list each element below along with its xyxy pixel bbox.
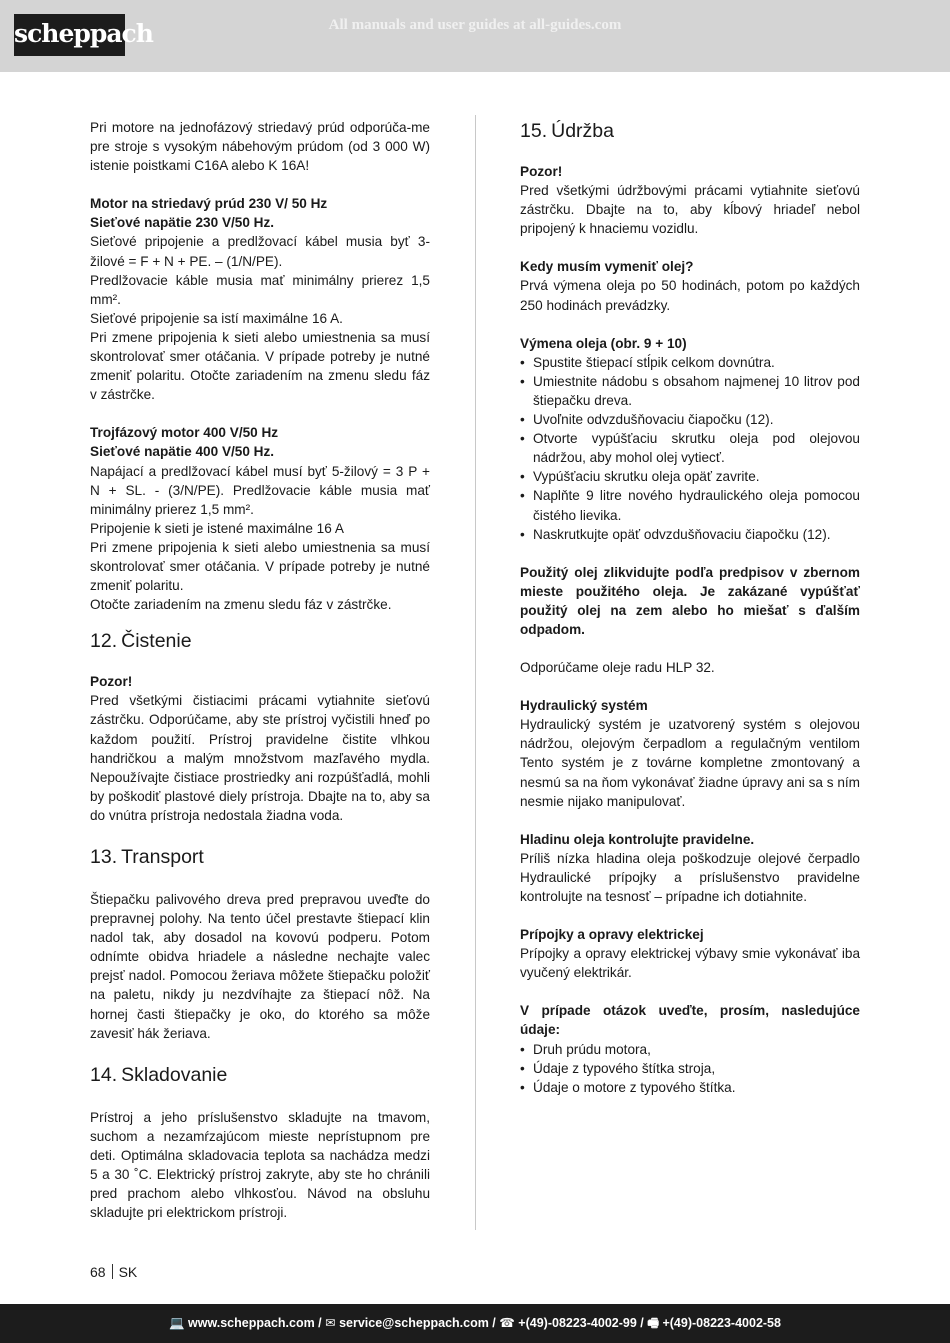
oil-level-body: Príliš nízka hladina oleja poškodzuje olejové čerpadlo Hydraulické prípojky a príslušenstvo pravidelne kontrolujte na tesnosť – prípadne ich dotiahnite. xyxy=(520,850,860,904)
page-footer: 💻 www.scheppach.com / ✉ service@scheppach.com / ☎ +(49)-08223-4002-99 / 🖷 +(49)-08223-4002-58 xyxy=(0,1304,950,1343)
oil-level-title: Hladinu oleja kontrolujte pravidelne. xyxy=(520,831,755,847)
section-14-body: Prístroj a jeho príslušenstvo skladujte na tmavom, suchom a nezamŕzajúcom mieste neprístupnom pre deti. Optimálna skladovacia teplota sa nachádza medzi 5 a 30 ˚C. Elektrický prístroj zakryte, aby ste ho chránili pred prachom alebo vlhkosťou. Návod na obsluhu skladujte pri elektrickom prístroji. xyxy=(90,1109,430,1221)
scheppach-logo: scheppach xyxy=(14,14,125,56)
section-13-body: Štiepačku palivového dreva pred prepravou uveďte do prepravnej polohy. Na tento účel prestavte štiepací klin nadol tak, aby dosadol na kovovú podperu. Potom odnímte obidva hriadele a následne nechajte valec prejsť nadol. Pomocou žeriava môžete štiepačku položiť na paletu, nikdy ju nezdvíhajte za štiepací nôž. Na hornej časti štiepačky je oko, do ktorého sa môže zavesiť hák žeriava. xyxy=(90,892,430,1041)
list-item: • Umiestnite nádobu s obsahom najmenej 10 litrov pod štiepačku dreva. xyxy=(520,372,860,410)
three-phase-voltage-title: Sieťové napätie 400 V/50 Hz. xyxy=(90,444,275,460)
questions-title: V prípade otázok uveďte, prosím, nasledujúce údaje: xyxy=(520,1003,860,1038)
list-item: • Naplňte 9 litre nového hydraulického oleja pomocou čistého lievika. xyxy=(520,486,860,524)
section-14-heading: 14. Skladovanie xyxy=(90,1063,228,1086)
electrical-title: Prípojky a opravy elektrickej xyxy=(520,927,704,943)
section-13-heading: 13. Transport xyxy=(90,846,204,868)
page-number-value: 68 xyxy=(90,1264,106,1280)
page-number-separator xyxy=(112,1264,113,1279)
section-15-heading: 15. Údržba xyxy=(520,120,614,142)
watermark: All manuals and user guides at all-guides.com xyxy=(328,17,622,33)
ac-body-3: Sieťové pripojenie sa istí maximálne 16 A. xyxy=(90,310,343,326)
left-column xyxy=(90,118,430,1241)
ac-body-4: Pri zmene pripojenia k sieti alebo umiestnenia sa musí skontrolovať smer otáčania. V prípade potreby je nutné zmeniť polaritu. Otočte zariadením na zmenu sledu fáz v zástrčke. xyxy=(90,329,430,403)
questions-list xyxy=(520,1040,860,1097)
three-phase-body-3: Pri zmene pripojenia k sieti alebo umiestnenia sa musí skontrolovať smer otáčania. V prípade potreby je nutné zmeniť polaritu. xyxy=(90,539,430,594)
section-12-caution: Pozor! xyxy=(90,674,133,690)
list-item: • Otvorte vypúšťaciu skrutku oleja pod olejovou nádržou, aby mohol olej vytiecť. xyxy=(520,429,860,467)
electrical-body: Prípojky a opravy elektrickej výbavy smie vykonávať iba vyučený elektrikár. xyxy=(520,946,860,981)
three-phase-title: Trojfázový motor 400 V/50 Hz xyxy=(90,425,279,441)
three-phase-body-2: Pripojenie k sieti je istené maximálne 16 A xyxy=(90,520,344,536)
hydraulic-body: Hydraulický systém je uzatvorený systém s olejovou nádržou, olejovým čerpadlom a regulačným ventilom Tento systém je z továrne kompletne zmontovaný a nesmú sa na ňom vykonávať žiadne úpravy ani sa s ním nesmie nijako manipulovať. xyxy=(520,717,860,809)
three-phase-body-4: Otočte zariadením na zmenu sledu fáz v zástrčke. xyxy=(90,597,392,613)
three-phase-block xyxy=(90,423,430,614)
oil-change-steps xyxy=(520,353,860,544)
oil-recommendation: Odporúčame oleje radu HLP 32. xyxy=(520,660,715,676)
ac-motor-block xyxy=(90,194,430,404)
column-divider xyxy=(475,115,476,1230)
list-item: • Údaje o motore z typového štítka. xyxy=(520,1078,860,1097)
oil-change-question: Kedy musím vymeniť olej? xyxy=(520,259,694,275)
list-item: • Druh prúdu motora, xyxy=(520,1040,860,1059)
oil-change-answer: Prvá výmena oleja po 50 hodinách, potom po každých 250 hodinách prevádzky. xyxy=(520,278,860,313)
ac-motor-title: Motor na striedavý prúd 230 V/ 50 Hz xyxy=(90,196,328,212)
three-phase-body: Napájací a predlžovací kábel musí byť 5-žilový = 3 P + N + SL. - (3/N/PE). Predlžovacie káble musia mať minimálny prierez 1,5 mm². xyxy=(90,463,430,517)
list-item: • Spustite štiepací stĺpik celkom dovnútra. xyxy=(520,353,860,372)
list-item: • Naskrutkujte opäť odvzdušňovaciu čiapočku (12). xyxy=(520,525,860,544)
section-15-caution-body: Pred všetkými údržbovými prácami vytiahnite sieťovú zástrčku. Dbajte na to, aby kĺbový hriadeľ nebol pripojený k hnaciemu vozidlu. xyxy=(520,183,860,237)
oil-disposal-warning: Použitý olej zlikvidujte podľa predpisov v zbernom mieste použitého oleja. Je zakázané vypúšťať použitý olej na zem alebo ho miešať s ďalším odpadom. xyxy=(520,564,860,637)
section-12-heading: 12. Čistenie xyxy=(90,630,192,653)
section-12-body: Pred všetkými čistiacimi prácami vytiahnite sieťovú zástrčku. Odporúčame, aby ste prístroj vyčistili hneď po každom použití. Prístroj pravidelne čistite vlhkou handričkou a malým množstvom mazľavého mydla. Nepoužívajte čistiace prostriedky ani rozpúšťadlá, mohli by poškodiť plastové diely prístroja. Dbajte na to, aby sa do vnútra prístroja nedostala žiadna voda. xyxy=(90,693,430,823)
ac-voltage-title: Sieťové napätie 230 V/50 Hz. xyxy=(90,215,275,231)
oil-change-title: Výmena oleja (obr. 9 + 10) xyxy=(520,335,687,351)
right-column xyxy=(520,118,860,1116)
page-header xyxy=(0,0,950,72)
section-15-caution: Pozor! xyxy=(520,164,563,179)
page-number xyxy=(90,1264,137,1280)
intro-paragraph: Pri motore na jednofázový striedavý prúd odporúča-me pre stroje s vysokým nábehovým prúdom (od 3 000 W) istenie poistkami C16A alebo K 16A! xyxy=(90,120,430,174)
ac-body-2: Predlžovacie káble musia mať minimálny prierez 1,5 mm². xyxy=(90,272,430,307)
hydraulic-title: Hydraulický systém xyxy=(520,698,648,714)
list-item: • Údaje z typového štítka stroja, xyxy=(520,1059,860,1078)
ac-body: Sieťové pripojenie a predlžovací kábel musia byť 3-žilové = F + N + PE. – (1/N/PE). xyxy=(90,234,430,269)
list-item: • Vypúšťaciu skrutku oleja opäť zavrite. xyxy=(520,467,860,486)
page-language: SK xyxy=(118,1264,138,1280)
list-item: • Uvoľnite odvzdušňovaciu čiapočku (12). xyxy=(520,410,860,429)
